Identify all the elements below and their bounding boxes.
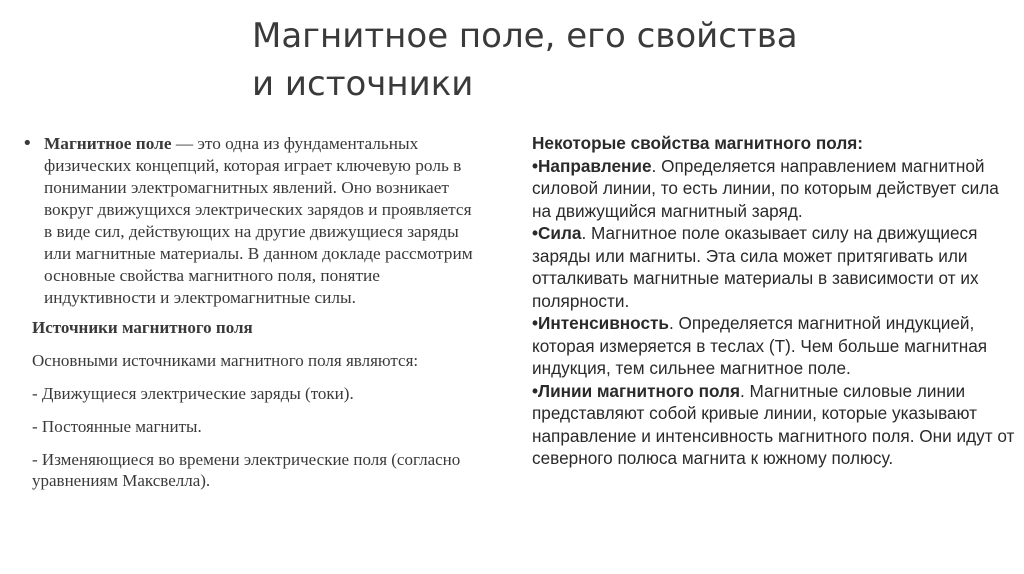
sources-heading: Источники магнитного поля [32,318,253,337]
sources-item: - Изменяющиеся во времени электрические поля (согласно уравнениям Максвелла). [32,450,461,490]
property-text: . Определяется направлением магнитной силовой линии, то есть линии, по которым действует сила на движущийся магнитный заряд. [532,155,999,221]
sources-item: - Постоянные магниты. [32,417,202,436]
right-column [532,132,1020,470]
property-term: •Направление [532,155,652,176]
property-text: . Магнитное поле оказывает силу на движущиеся заряды или магниты. Эта сила может притягивать или отталкивать магнитные материалы в зависимости от их полярности. [532,223,979,311]
property-field-lines [532,380,1020,470]
property-direction [532,155,1020,223]
intro-text [44,133,476,309]
property-term: •Интенсивность [532,313,669,333]
sources-intro: Основными источниками магнитного поля являются: [32,351,419,370]
intro-term: Магнитное поле [44,134,172,153]
property-text: . Магнитные силовые линии представляют собой кривые линии, которые указывают направление и интенсивность магнитного поля. Они идут от северного полюса магнита к южному полюсу. [532,380,1015,468]
sources-item: - Движущиеся электрические заряды (токи). [32,384,354,403]
property-term: •Линии магнитного поля [532,380,740,401]
property-term: •Сила [532,223,582,243]
left-column [20,133,520,503]
slide-title-line-1: Магнитное поле, его свойства [252,16,798,56]
sources-section [20,318,520,491]
slide-title [252,12,952,108]
bullet-icon: • [22,133,33,154]
intro-body: — это одна из фундаментальных физических концепций, которая играет ключевую роль в понимании электромагнитных явлений. Оно возникает вокруг движущихся электрических зарядов и проявляется в виде сил, действующих на другие движущиеся заряды или магнитные материалы. В данном докладе рассмотрим основные свойства магнитного поля, понятие индуктивности и электромагнитные силы. [44,134,473,307]
property-force [532,222,1020,312]
slide-title-line-2: и источники [252,64,474,104]
intro-paragraph [20,133,520,309]
property-text: . Определяется магнитной индукцией, которая измеряется в теслах (Т). Чем больше магнитная индукция, тем сильнее магнитное поле. [532,313,988,378]
properties-heading: Некоторые свойства магнитного поля: [532,133,864,153]
property-intensity [532,312,1020,380]
